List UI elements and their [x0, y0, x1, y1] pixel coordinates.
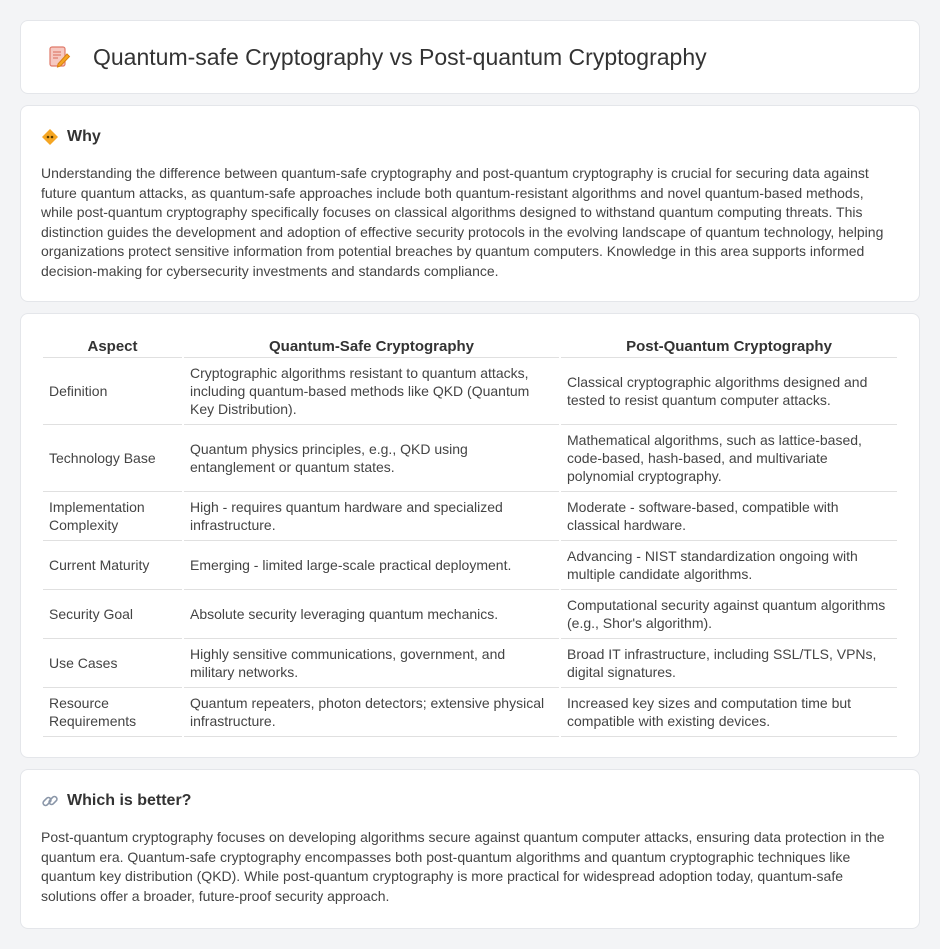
row-post-quantum: Moderate - software-based, compatible with classical hardware.	[561, 492, 897, 541]
row-aspect: Technology Base	[43, 425, 182, 492]
table-row	[43, 590, 897, 639]
row-aspect: Current Maturity	[43, 541, 182, 590]
row-aspect: Use Cases	[43, 639, 182, 688]
row-post-quantum: Advancing - NIST standardization ongoing with multiple candidate algorithms.	[561, 541, 897, 590]
table-row	[43, 688, 897, 737]
row-quantum-safe: Cryptographic algorithms resistant to quantum attacks, including quantum-based methods like QKD (Quantum Key Distribution).	[184, 358, 559, 425]
table-row	[43, 358, 897, 425]
header-aspect: Aspect	[43, 334, 182, 358]
better-text: Post-quantum cryptography focuses on developing algorithms secure against quantum computer attacks, ensuring data protection in the quantum era. Quantum-safe cryptography encompasses both post-quantum algorithms and quantum cryptographic techniques like quantum key distribution (QKD). While post-quantum cryptography is more practical for widespread adoption today, quantum-safe solutions offer a broader, future-proof security approach.	[41, 829, 885, 904]
table-header-row	[43, 334, 897, 358]
document-pencil-icon	[45, 43, 73, 71]
better-heading-label: Which is better?	[67, 792, 192, 809]
table-row	[43, 541, 897, 590]
row-quantum-safe: Highly sensitive communications, government, and military networks.	[184, 639, 559, 688]
why-text: Understanding the difference between quantum-safe cryptography and post-quantum cryptography is crucial for securing data against future quantum attacks, as quantum-safe approaches include both quantum-resistant algorithms and novel quantum-based methods, while post-quantum cryptography specifically focuses on classical algorithms designed to withstand quantum computing threats. This distinction guides the development and adoption of effective security protocols in the evolving landscape of quantum technology, helping organizations protect sensitive information from potential breaches by quantum computers. Knowledge in this area supports informed decision-making for cybersecurity investments and standards compliance.	[41, 165, 884, 279]
row-quantum-safe: High - requires quantum hardware and specialized infrastructure.	[184, 492, 559, 541]
link-icon	[41, 792, 59, 810]
page-title: Quantum-safe Cryptography vs Post-quantum Cryptography	[93, 43, 707, 70]
row-aspect: Resource Requirements	[43, 688, 182, 737]
row-quantum-safe: Quantum physics principles, e.g., QKD using entanglement or quantum states.	[184, 425, 559, 492]
row-post-quantum: Classical cryptographic algorithms designed and tested to resist quantum computer attacks.	[561, 358, 897, 425]
comparison-table-card	[20, 313, 920, 758]
why-heading	[41, 128, 899, 146]
why-heading-label: Why	[67, 128, 101, 145]
row-quantum-safe: Absolute security leveraging quantum mechanics.	[184, 590, 559, 639]
table-row	[43, 425, 897, 492]
row-aspect: Security Goal	[43, 590, 182, 639]
diamond-warning-icon	[41, 128, 59, 146]
comparison-table	[41, 334, 899, 737]
table-row	[43, 492, 897, 541]
row-post-quantum: Broad IT infrastructure, including SSL/TLS, VPNs, digital signatures.	[561, 639, 897, 688]
row-quantum-safe: Emerging - limited large-scale practical deployment.	[184, 541, 559, 590]
title-card	[20, 20, 920, 94]
why-section	[20, 105, 920, 302]
row-aspect: Definition	[43, 358, 182, 425]
row-quantum-safe: Quantum repeaters, photon detectors; extensive physical infrastructure.	[184, 688, 559, 737]
header-post-quantum: Post-Quantum Cryptography	[561, 334, 897, 358]
table-row	[43, 639, 897, 688]
header-quantum-safe: Quantum-Safe Cryptography	[184, 334, 559, 358]
better-heading	[41, 792, 899, 810]
row-post-quantum: Mathematical algorithms, such as lattice-based, code-based, hash-based, and multivariate polynomial cryptography.	[561, 425, 897, 492]
which-is-better-section	[20, 769, 920, 929]
row-aspect: Implementation Complexity	[43, 492, 182, 541]
row-post-quantum: Increased key sizes and computation time but compatible with existing devices.	[561, 688, 897, 737]
row-post-quantum: Computational security against quantum algorithms (e.g., Shor's algorithm).	[561, 590, 897, 639]
